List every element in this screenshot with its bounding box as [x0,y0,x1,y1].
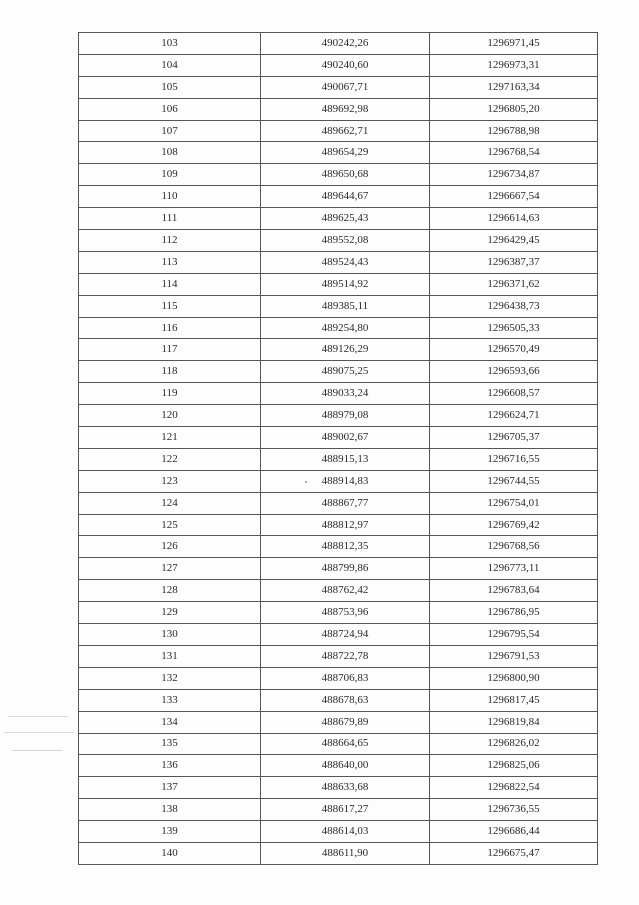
x-coordinate-cell: 489662,71 [261,120,430,142]
table-row [79,230,598,252]
table-row [79,624,598,646]
point-number-cell: 135 [79,733,261,755]
point-number-cell: 137 [79,777,261,799]
y-coordinate-cell: 1296795,54 [430,624,598,646]
x-coordinate-cell: 488762,42 [261,580,430,602]
scan-speck [305,481,307,483]
table-row [79,54,598,76]
point-number-cell: 107 [79,120,261,142]
y-coordinate-cell: 1296783,64 [430,580,598,602]
table-row [79,33,598,55]
table-row [79,164,598,186]
x-coordinate-cell: 489650,68 [261,164,430,186]
x-coordinate-cell: 488664,65 [261,733,430,755]
point-number-cell: 109 [79,164,261,186]
y-coordinate-cell: 1296819,84 [430,711,598,733]
point-number-cell: 124 [79,492,261,514]
y-coordinate-cell: 1296768,56 [430,536,598,558]
coordinates-table-body [79,33,598,865]
table-row [79,448,598,470]
point-number-cell: 132 [79,667,261,689]
coordinates-table [78,32,598,865]
table-row [79,842,598,864]
y-coordinate-cell: 1296429,45 [430,230,598,252]
y-coordinate-cell: 1296768,54 [430,142,598,164]
point-number-cell: 111 [79,208,261,230]
y-coordinate-cell: 1296786,95 [430,602,598,624]
table-row [79,339,598,361]
x-coordinate-cell: 488611,90 [261,842,430,864]
point-number-cell: 131 [79,645,261,667]
table-row [79,120,598,142]
x-coordinate-cell: 489254,80 [261,317,430,339]
x-coordinate-cell: 488640,00 [261,755,430,777]
y-coordinate-cell: 1296624,71 [430,405,598,427]
table-row [79,186,598,208]
y-coordinate-cell: 1296716,55 [430,448,598,470]
table-row [79,711,598,733]
table-row [79,142,598,164]
y-coordinate-cell: 1296736,55 [430,799,598,821]
point-number-cell: 108 [79,142,261,164]
y-coordinate-cell: 1296769,42 [430,514,598,536]
point-number-cell: 129 [79,602,261,624]
y-coordinate-cell: 1296971,45 [430,33,598,55]
y-coordinate-cell: 1296788,98 [430,120,598,142]
table-row [79,273,598,295]
table-row [79,427,598,449]
x-coordinate-cell: 490240,60 [261,54,430,76]
x-coordinate-cell: 488678,63 [261,689,430,711]
table-row [79,755,598,777]
y-coordinate-cell: 1296973,31 [430,54,598,76]
point-number-cell: 112 [79,230,261,252]
point-number-cell: 113 [79,251,261,273]
y-coordinate-cell: 1296371,62 [430,273,598,295]
point-number-cell: 116 [79,317,261,339]
x-coordinate-cell: 489692,98 [261,98,430,120]
table-row [79,470,598,492]
table-row [79,602,598,624]
table-row [79,98,598,120]
y-coordinate-cell: 1296505,33 [430,317,598,339]
x-coordinate-cell: 488724,94 [261,624,430,646]
y-coordinate-cell: 1296667,54 [430,186,598,208]
x-coordinate-cell: 489625,43 [261,208,430,230]
y-coordinate-cell: 1296734,87 [430,164,598,186]
point-number-cell: 138 [79,799,261,821]
table-row [79,558,598,580]
x-coordinate-cell: 489385,11 [261,295,430,317]
table-row [79,821,598,843]
x-coordinate-cell: 490067,71 [261,76,430,98]
table-row [79,76,598,98]
table-row [79,383,598,405]
x-coordinate-cell: 488799,86 [261,558,430,580]
x-coordinate-cell: 488914,83 [261,470,430,492]
table-row [79,799,598,821]
x-coordinate-cell: 489126,29 [261,339,430,361]
point-number-cell: 105 [79,76,261,98]
table-row [79,405,598,427]
y-coordinate-cell: 1296822,54 [430,777,598,799]
x-coordinate-cell: 488867,77 [261,492,430,514]
y-coordinate-cell: 1296817,45 [430,689,598,711]
y-coordinate-cell: 1296614,63 [430,208,598,230]
y-coordinate-cell: 1296800,90 [430,667,598,689]
point-number-cell: 120 [79,405,261,427]
point-number-cell: 128 [79,580,261,602]
point-number-cell: 130 [79,624,261,646]
scan-smudge [8,716,68,717]
table-row [79,645,598,667]
x-coordinate-cell: 488722,78 [261,645,430,667]
scan-smudge [4,732,74,733]
table-row [79,733,598,755]
x-coordinate-cell: 488617,27 [261,799,430,821]
x-coordinate-cell: 489524,43 [261,251,430,273]
point-number-cell: 140 [79,842,261,864]
y-coordinate-cell: 1296570,49 [430,339,598,361]
y-coordinate-cell: 1296387,37 [430,251,598,273]
point-number-cell: 122 [79,448,261,470]
table-row [79,580,598,602]
point-number-cell: 136 [79,755,261,777]
y-coordinate-cell: 1296686,44 [430,821,598,843]
point-number-cell: 125 [79,514,261,536]
table-row [79,777,598,799]
point-number-cell: 104 [79,54,261,76]
y-coordinate-cell: 1296791,53 [430,645,598,667]
x-coordinate-cell: 489552,08 [261,230,430,252]
y-coordinate-cell: 1297163,34 [430,76,598,98]
table-row [79,689,598,711]
y-coordinate-cell: 1296825,06 [430,755,598,777]
point-number-cell: 133 [79,689,261,711]
table-row [79,536,598,558]
x-coordinate-cell: 488633,68 [261,777,430,799]
x-coordinate-cell: 489654,29 [261,142,430,164]
x-coordinate-cell: 489514,92 [261,273,430,295]
table-row [79,492,598,514]
x-coordinate-cell: 488979,08 [261,405,430,427]
x-coordinate-cell: 488706,83 [261,667,430,689]
y-coordinate-cell: 1296705,37 [430,427,598,449]
x-coordinate-cell: 488812,97 [261,514,430,536]
x-coordinate-cell: 488915,13 [261,448,430,470]
table-row [79,667,598,689]
point-number-cell: 118 [79,361,261,383]
table-row [79,514,598,536]
table-row [79,295,598,317]
scan-smudge [12,750,62,751]
point-number-cell: 110 [79,186,261,208]
x-coordinate-cell: 488753,96 [261,602,430,624]
point-number-cell: 114 [79,273,261,295]
y-coordinate-cell: 1296438,73 [430,295,598,317]
y-coordinate-cell: 1296805,20 [430,98,598,120]
point-number-cell: 121 [79,427,261,449]
table-row [79,361,598,383]
point-number-cell: 103 [79,33,261,55]
point-number-cell: 115 [79,295,261,317]
point-number-cell: 139 [79,821,261,843]
table-row [79,317,598,339]
table-row [79,208,598,230]
x-coordinate-cell: 489033,24 [261,383,430,405]
y-coordinate-cell: 1296744,55 [430,470,598,492]
point-number-cell: 119 [79,383,261,405]
x-coordinate-cell: 488812,35 [261,536,430,558]
x-coordinate-cell: 489075,25 [261,361,430,383]
y-coordinate-cell: 1296754,01 [430,492,598,514]
point-number-cell: 134 [79,711,261,733]
table-row [79,251,598,273]
x-coordinate-cell: 488614,03 [261,821,430,843]
y-coordinate-cell: 1296593,66 [430,361,598,383]
point-number-cell: 127 [79,558,261,580]
y-coordinate-cell: 1296773,11 [430,558,598,580]
x-coordinate-cell: 489644,67 [261,186,430,208]
x-coordinate-cell: 488679,89 [261,711,430,733]
x-coordinate-cell: 489002,67 [261,427,430,449]
point-number-cell: 126 [79,536,261,558]
y-coordinate-cell: 1296675,47 [430,842,598,864]
y-coordinate-cell: 1296608,57 [430,383,598,405]
x-coordinate-cell: 490242,26 [261,33,430,55]
point-number-cell: 117 [79,339,261,361]
y-coordinate-cell: 1296826,02 [430,733,598,755]
point-number-cell: 106 [79,98,261,120]
point-number-cell: 123 [79,470,261,492]
